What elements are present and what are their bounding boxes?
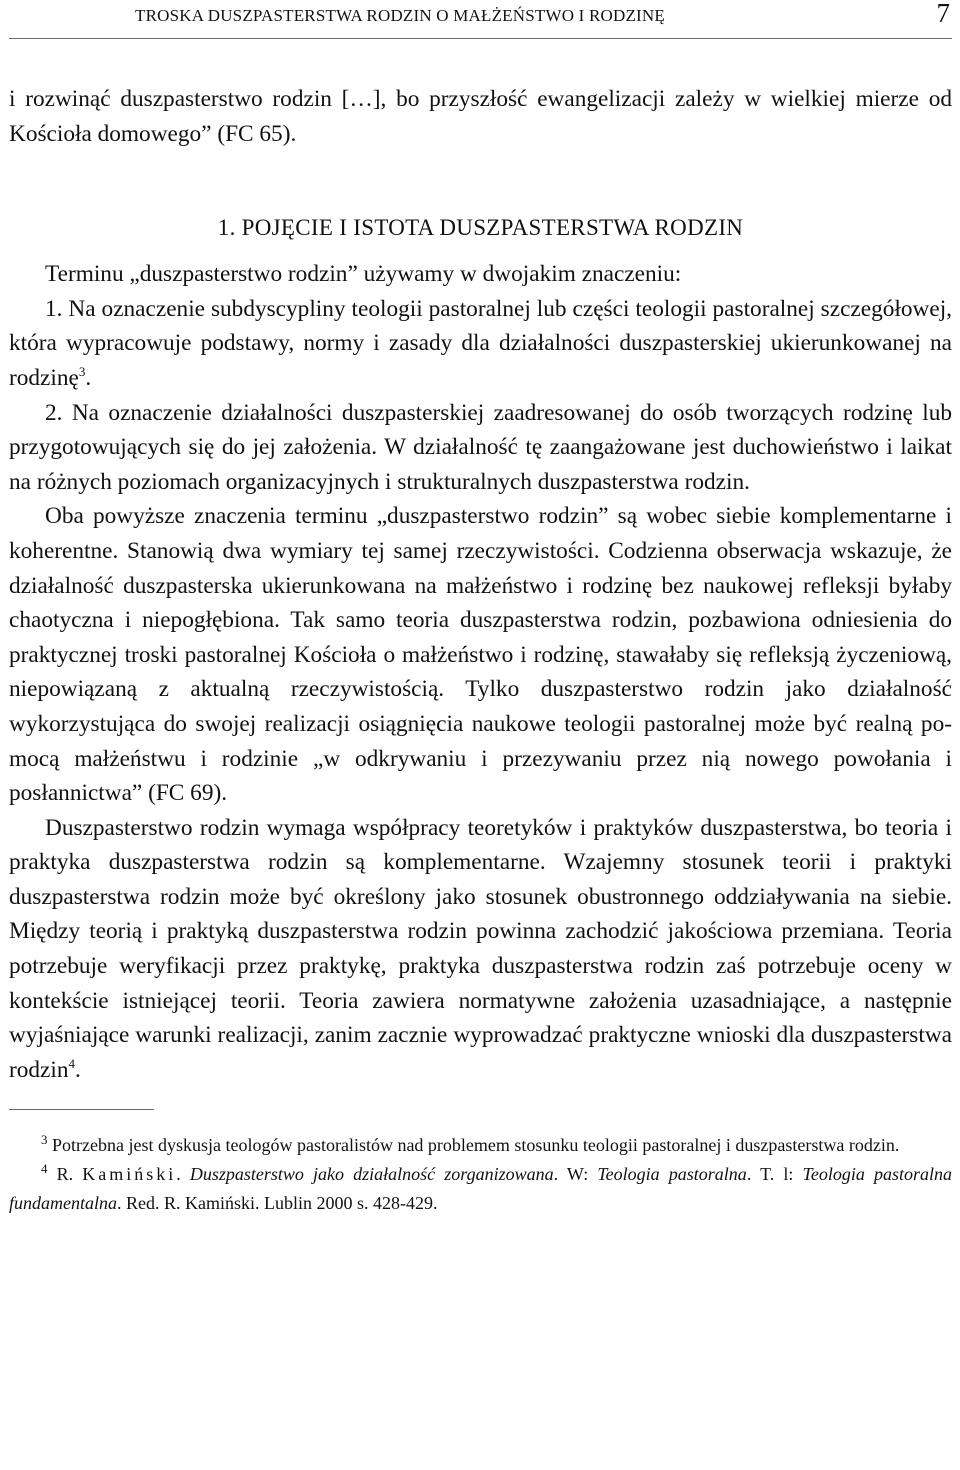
footnote-4-sep3: . T. l: — [746, 1164, 803, 1185]
running-title: TROSKA DUSZPASTERSTWA RODZIN O MAŁŻEŃSTWO I RODZINĘ — [135, 6, 665, 25]
footnote-4-title: Duszpasterstwo jako działalność zorganizowana — [189, 1164, 554, 1185]
footnote-4-sep2: . W: — [553, 1164, 598, 1185]
page-number: 7 — [936, 0, 950, 28]
paragraph-meaning-1 — [9, 292, 952, 396]
paragraph-meaning-2: 2. Na oznaczenie działalności duszpasterskiej zaadresowanej do osób tworzących rodzinę lub przygotowujących się do jej założenia. W działalność tę zaangażowane jest duchowieństwo i laikat na różnych poziomach organizacyjnych i strukturalnych duszpasterstwa rodzin. — [9, 399, 952, 495]
footnote-4-author: Kamiński — [82, 1164, 177, 1185]
paragraph-cooperation — [9, 811, 952, 1088]
footnote-4-work: Teologia pastoralna — [597, 1164, 747, 1185]
paragraph-meaning-1-text: 1. Na oznaczenie subdyscypliny teologii pastoralnej lub części teologii pastoralnej szczegółowej, która wypracowuje podstawy, normy i zasady dla działalności duszpasterskiej ukierunkowanej na rodzinę — [9, 295, 952, 391]
footnote-3-marker: 3 — [41, 1132, 48, 1148]
paragraph-definition-intro: Terminu „duszpasterstwo rodzin” używamy w dwojakim znaczeniu: — [45, 261, 682, 288]
footnote-3-text: Potrzebna jest dyskusja teologów pastoralistów nad problemem stosunku teologii pastoralnej i duszpasterstwa rodzin. — [47, 1135, 900, 1156]
footnote-4-rest: . Red. R. Kamiński. Lublin 2000 s. 428-429. — [117, 1193, 438, 1214]
running-header — [9, 0, 952, 39]
footnotes — [9, 1131, 952, 1218]
footnote-4-initial: R. — [47, 1164, 83, 1185]
body-text — [9, 82, 952, 1087]
footnote-separator — [9, 1109, 154, 1110]
footnote-3 — [9, 1131, 952, 1160]
paragraph-cooperation-text: Duszpasterstwo rodzin wymaga współpracy teoretyków i praktyków duszpasterstwa, bo teoria i praktyka duszpasterstwa rodzin są komplementarne. Wzajemny stosunek teorii i praktyki duszpasterstwa rodzin może być określony jako stosunek obustronnego oddziaływania na siebie. Między teorią i praktyką duszpasterstwa rodzin powinna zachodzić jakościowa przemiana. Teoria potrzebuje weryfikacji przez praktykę, praktyka duszpasterstwa rodzin zaś potrzebuje oceny w kontekście istniejącej teorii. Teoria zawiera normatywne założenia uzasadniające, a następnie wyjaśniające warunki realizacji, zanim zacznie wyprowadzać praktyczne wnioski dla duszpasterstwa rodzin — [9, 814, 952, 1083]
paragraph-cooperation-end: . — [75, 1056, 81, 1083]
paragraph-meaning-1-end: . — [85, 364, 92, 391]
footnote-ref-4: 4 — [68, 1056, 76, 1072]
footnote-4 — [9, 1160, 952, 1218]
paragraph-complementarity: Oba powyższe znaczenia terminu „duszpasterstwo rodzin” są wobec siebie komplementarne i koherentne. Stanowią dwa wymiary tej samej rzeczywistości. Codzienna obserwacja wskazuje, że działalność duszpasterska ukierunkowana na małżeństwo i rodzinę bez naukowej refleksji byłaby chaotyczna i niepogłębiona. Tak samo teoria duszpasterstwa rodzin, pozbawiona odniesienia do praktycznej troski pastoralnej Kościoła o małżeństwo i rodzinę, stawałaby się refleksją życzeniową, niepowiązaną z aktualną rzeczywistością. Tylko duszpasterstwo rodzin jako działalność wykorzystująca do swojej realizacji osiągnięcia naukowe teologii pastoralnej może być realną pomocą małżeństwu i rodzinie „w odkrywaniu i przezywaniu przez nią nowego powołania i posłannictwa” (FC 69). — [9, 503, 952, 807]
section-heading: 1. POJĘCIE I ISTOTA DUSZPASTERSTWA RODZIN — [217, 215, 744, 241]
footnote-4-marker: 4 — [41, 1161, 48, 1177]
page — [9, 0, 952, 1218]
intro-paragraph: i rozwinąć duszpasterstwo rodzin […], bo przyszłość ewangelizacji zależy w wielkiej mierze od Kościoła domowego” (FC 65). — [9, 86, 952, 147]
footnote-4-sep1: . — [176, 1164, 190, 1185]
footnote-ref-3: 3 — [78, 364, 86, 380]
footnote-4-volume: Teologia pastoralna fundamentalna — [9, 1164, 952, 1214]
